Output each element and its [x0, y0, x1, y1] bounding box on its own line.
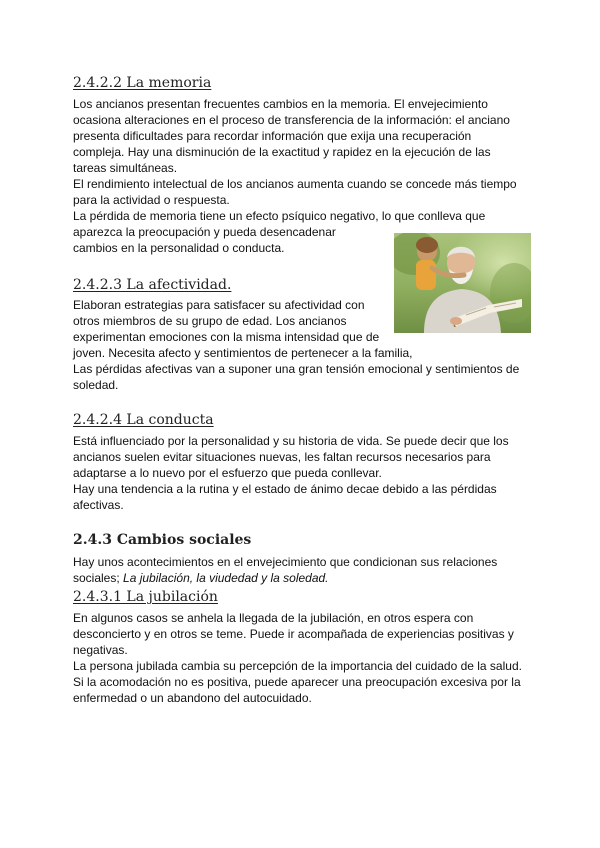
paragraph-line: La pérdida de memoria tiene un efecto psíquico negativo, lo que conlleva que [73, 209, 486, 223]
paragraph-line: Las pérdidas afectivas van a suponer una gran tensión emocional y sentimientos de [73, 362, 520, 376]
paragraph-line: aparezca la preocupación y pueda desencadenar [73, 225, 336, 239]
paragraph-line: joven. Necesita afecto y sentimientos de pertenecer a la familia, [73, 346, 413, 360]
paragraph-line: compleja. Hay una disminución de la exactitud y rapidez en la ejecución de las [73, 145, 491, 159]
paragraph-line: otros miembros de su grupo de edad. Los ancianos [73, 314, 347, 328]
paragraph-line: La persona jubilada cambia su percepción de la importancia del cuidado de la salud. [73, 659, 522, 673]
paragraph-line: tareas simultáneas. [73, 161, 178, 175]
paragraph-line: Elaboran estrategias para satisfacer su afectividad con [73, 298, 365, 312]
paragraph-line: adaptarse a lo nuevo por el esfuerzo que pueda conllevar. [73, 466, 382, 480]
italic-list: La jubilación, la viudedad y la soledad. [123, 571, 329, 585]
heading-afectividad: 2.4.2.3 La afectividad. [73, 277, 232, 293]
paragraph-line: ancianos suelen evitar situaciones nuevas, les faltan recursos necesarios para [73, 450, 491, 464]
paragraph-line: En algunos casos se anhela la llegada de la jubilación, en otros espera con [73, 611, 474, 625]
paragraph-line: cambios en la personalidad o conducta. [73, 241, 285, 255]
elderly-man-reading-photo [394, 233, 531, 333]
heading-cambios-sociales: 2.4.3 Cambios sociales [73, 532, 252, 548]
paragraph-line: ocasiona alteraciones en el proceso de transferencia de la información: el anciano [73, 113, 510, 127]
paragraph-line [73, 571, 329, 586]
heading-jubilacion: 2.4.3.1 La jubilación [73, 589, 218, 605]
paragraph-line: El rendimiento intelectual de los ancianos aumenta cuando se concede más tiempo [73, 177, 517, 191]
paragraph-line: experimentan emociones con la misma intensidad que de [73, 330, 380, 344]
heading-conducta: 2.4.2.4 La conducta [73, 412, 214, 428]
paragraph-line: Está influenciado por la personalidad y su historia de vida. Se puede decir que los [73, 434, 509, 448]
paragraph-line: presenta dificultades para recordar información que exija una recuperación [73, 129, 472, 143]
text-span: sociales; [73, 571, 124, 585]
paragraph-line: Los ancianos presentan frecuentes cambios en la memoria. El envejecimiento [73, 97, 488, 111]
paragraph-line: enfermedad o un abandono del autocuidado. [73, 691, 312, 705]
heading-memoria: 2.4.2.2 La memoria [73, 75, 212, 91]
paragraph-line: soledad. [73, 378, 119, 392]
paragraph-line: Si la acomodación no es positiva, puede aparecer una preocupación excesiva por la [73, 675, 521, 689]
paragraph-line: desconcierto y en otros se teme. Puede ir acompañada de experiencias positivas y [73, 627, 514, 641]
paragraph-line: afectivas. [73, 498, 124, 512]
paragraph-line: Hay unos acontecimientos en el envejecimiento que condicionan sus relaciones [73, 555, 498, 569]
paragraph-line: para la actividad o respuesta. [73, 193, 230, 207]
paragraph-line: negativas. [73, 643, 128, 657]
paragraph-line: Hay una tendencia a la rutina y el estado de ánimo decae debido a las pérdidas [73, 482, 497, 496]
